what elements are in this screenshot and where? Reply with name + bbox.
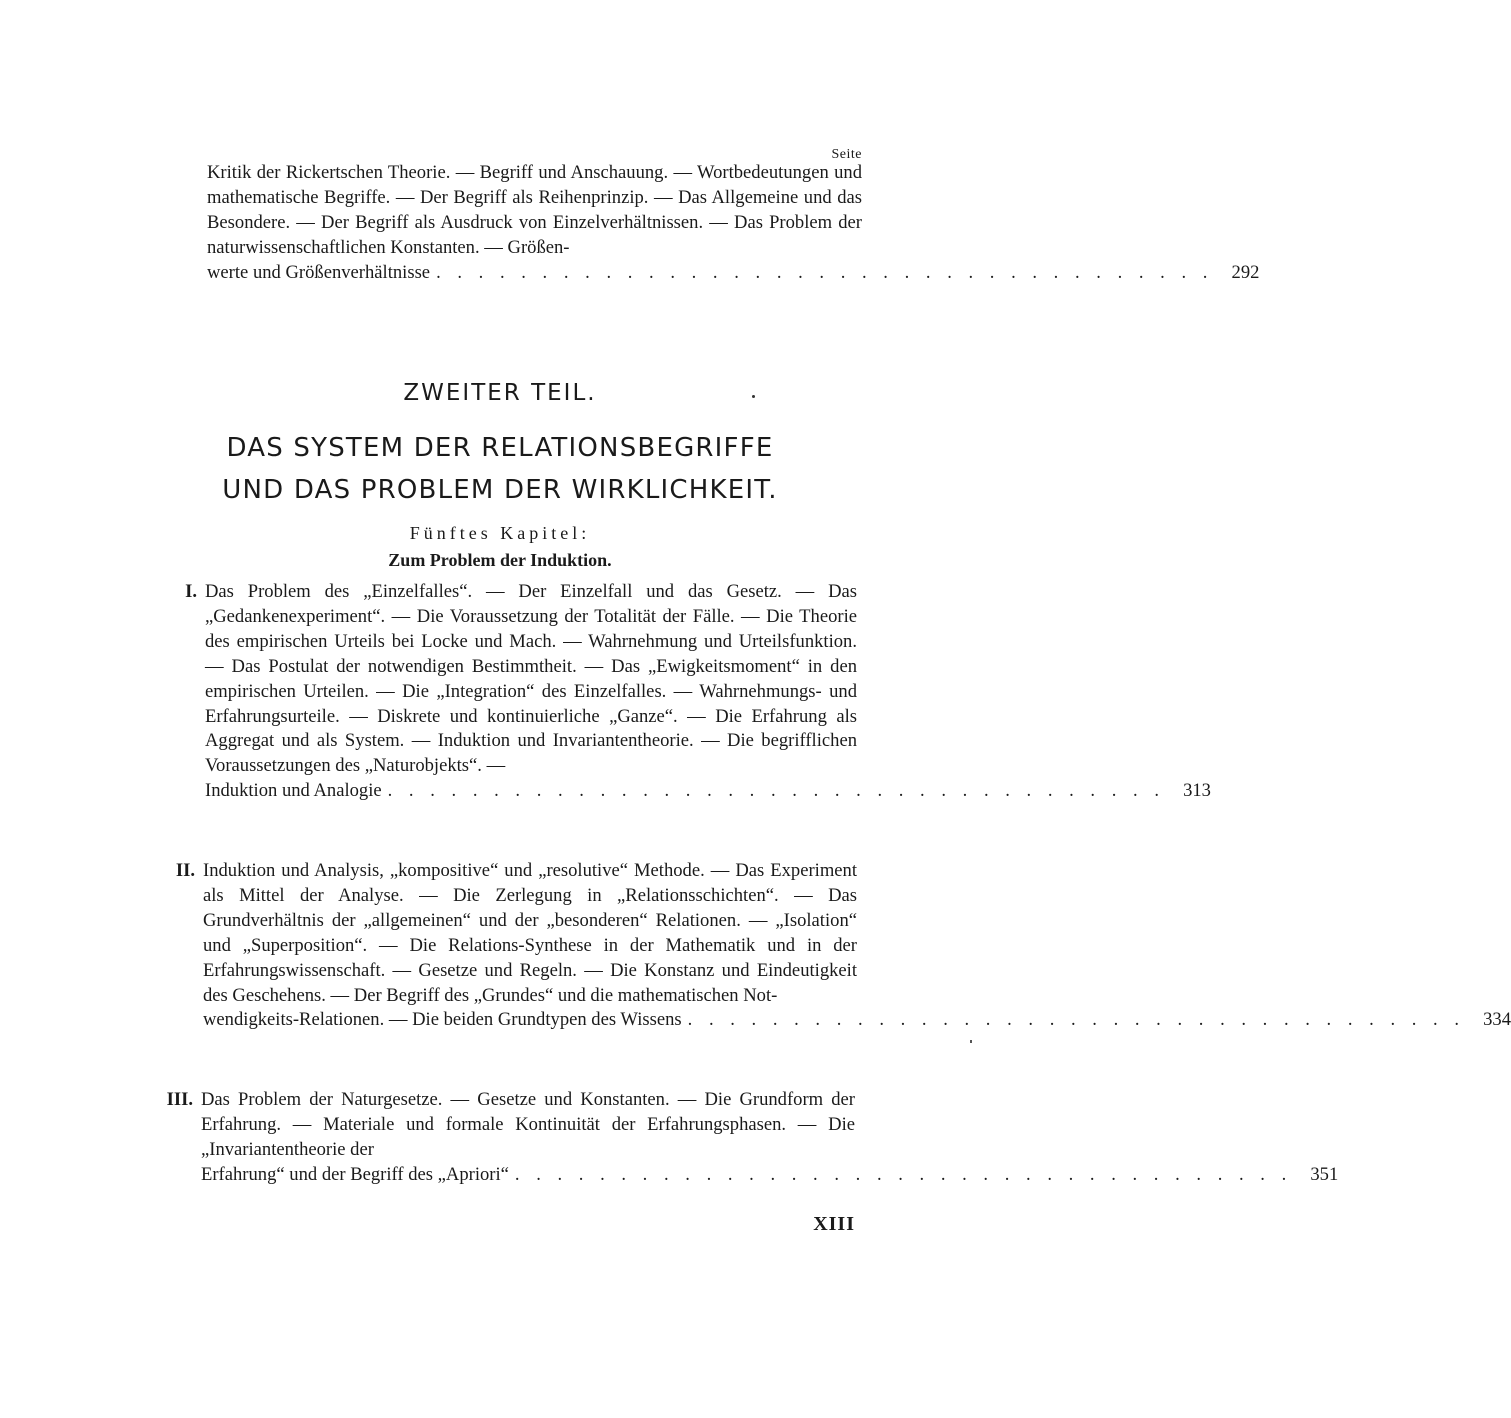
section-text: Induktion und Analysis, „kompositive“ und „resolutive“ Methode. — Das Experiment als Mittel der Analyse. — Die Zerlegung in „Relationsschichten“. — Das Grundverhältnis der „allgemeinen“ und der „besonderen“ Relationen. — „Isolation“ und „Superposition“. — Die Relations-Synthese in der Mathematik und in der Erfahrungswissenschaft. — Gesetze und Regeln. — Die Konstanz und Eindeutigkeit des Geschehens. — Der Begriff des „Grundes“ und die mathematischen Not-: [203, 860, 857, 1006]
part-title-line2: UND DAS PROBLEM DER WIRKLICHKEIT.: [222, 475, 778, 505]
toc-section-2: [175, 859, 1511, 1033]
section-page-number: 351: [1310, 1163, 1339, 1185]
chapter-label: Fünftes Kapitel:: [409, 523, 591, 543]
part-title: [0, 427, 1000, 511]
section-numeral: II.: [175, 860, 195, 881]
continued-toc-entry: [207, 161, 1260, 286]
entry-page-number: 292: [1231, 261, 1260, 283]
toc-section-3: [166, 1088, 1339, 1188]
leader-dots: . . . . . . . . . . . . . . . . . . . . . . . . . . . . . . . . . . . . .: [687, 1009, 1465, 1031]
section-text: Das Problem der Naturgesetze. — Gesetze und Konstanten. — Die Grundform der Erfahrung. — Materiale und formale Kontinuität der Erfahrungsphasen. — Die „Invariantentheorie der: [201, 1089, 855, 1160]
toc-section-1: [185, 580, 1211, 804]
entry-text: Kritik der Rickertschen Theorie. — Begriff und Anschauung. — Wortbedeutungen und mathematische Begriffe. — Der Begriff als Reihenprinzip. — Das Allgemeine und das Besondere. — Der Begriff als Ausdruck von Einzelverhältnissen. — Das Problem der naturwissenschaftlichen Konstanten. — Größen-: [207, 162, 862, 258]
section-last-line: [203, 1008, 1511, 1033]
entry-last-line: [207, 261, 1260, 286]
margin-mark: [970, 1040, 972, 1043]
seite-header: Seite: [831, 147, 862, 162]
section-numeral: III.: [166, 1089, 193, 1110]
section-last-text: Erfahrung“ und der Begriff des „Apriori“: [201, 1163, 509, 1185]
section-numeral: I.: [185, 581, 197, 602]
section-last-text: wendigkeits-Relationen. — Die beiden Grundtypen des Wissens: [203, 1009, 682, 1031]
leader-dots: . . . . . . . . . . . . . . . . . . . . . . . . . . . . . . . . . . . . .: [387, 780, 1165, 802]
page-number: XIII: [813, 1213, 855, 1235]
section-text: Das Problem des „Einzelfalles“. — Der Einzelfall und das Gesetz. — Das „Gedankenexperiment“. — Die Voraussetzung der Totalität der Fälle. — Die Theorie des empirischen Urteils bei Locke und Mach. — Wahrnehmung und Urteilsfunktion. — Das Postulat der notwendigen Bestimmtheit. — Das „Ewigkeitsmoment“ in den empirischen Urteilen. — Die „Integration“ des Einzelfalles. — Wahrnehmungs- und Erfahrungsurteile. — Diskrete und kontinuierliche „Ganze“. — Die Erfahrung als Aggregat und als System. — Induktion und Invariantentheorie. — Die begrifflichen Voraussetzungen des „Naturobjekts“. —: [205, 581, 857, 777]
entry-last-text: werte und Größenverhältnisse: [207, 261, 431, 283]
section-last-line: [205, 779, 1211, 804]
print-speck: [752, 395, 755, 398]
section-page-number: 313: [1183, 780, 1211, 802]
section-last-text: Induktion und Analogie: [205, 780, 382, 802]
leader-dots: . . . . . . . . . . . . . . . . . . . . . . . . . . . . . . . . . . . . .: [514, 1163, 1293, 1185]
chapter-title: Zum Problem der Induktion.: [388, 550, 612, 570]
leader-dots: . . . . . . . . . . . . . . . . . . . . . . . . . . . . . . . . . . . . .: [436, 261, 1214, 283]
part-label: ZWEITER TEIL.: [403, 380, 597, 406]
section-last-line: [201, 1163, 1339, 1188]
part-title-line1: DAS SYSTEM DER RELATIONSBEGRIFFE: [226, 433, 774, 463]
section-page-number: 334: [1483, 1009, 1511, 1031]
